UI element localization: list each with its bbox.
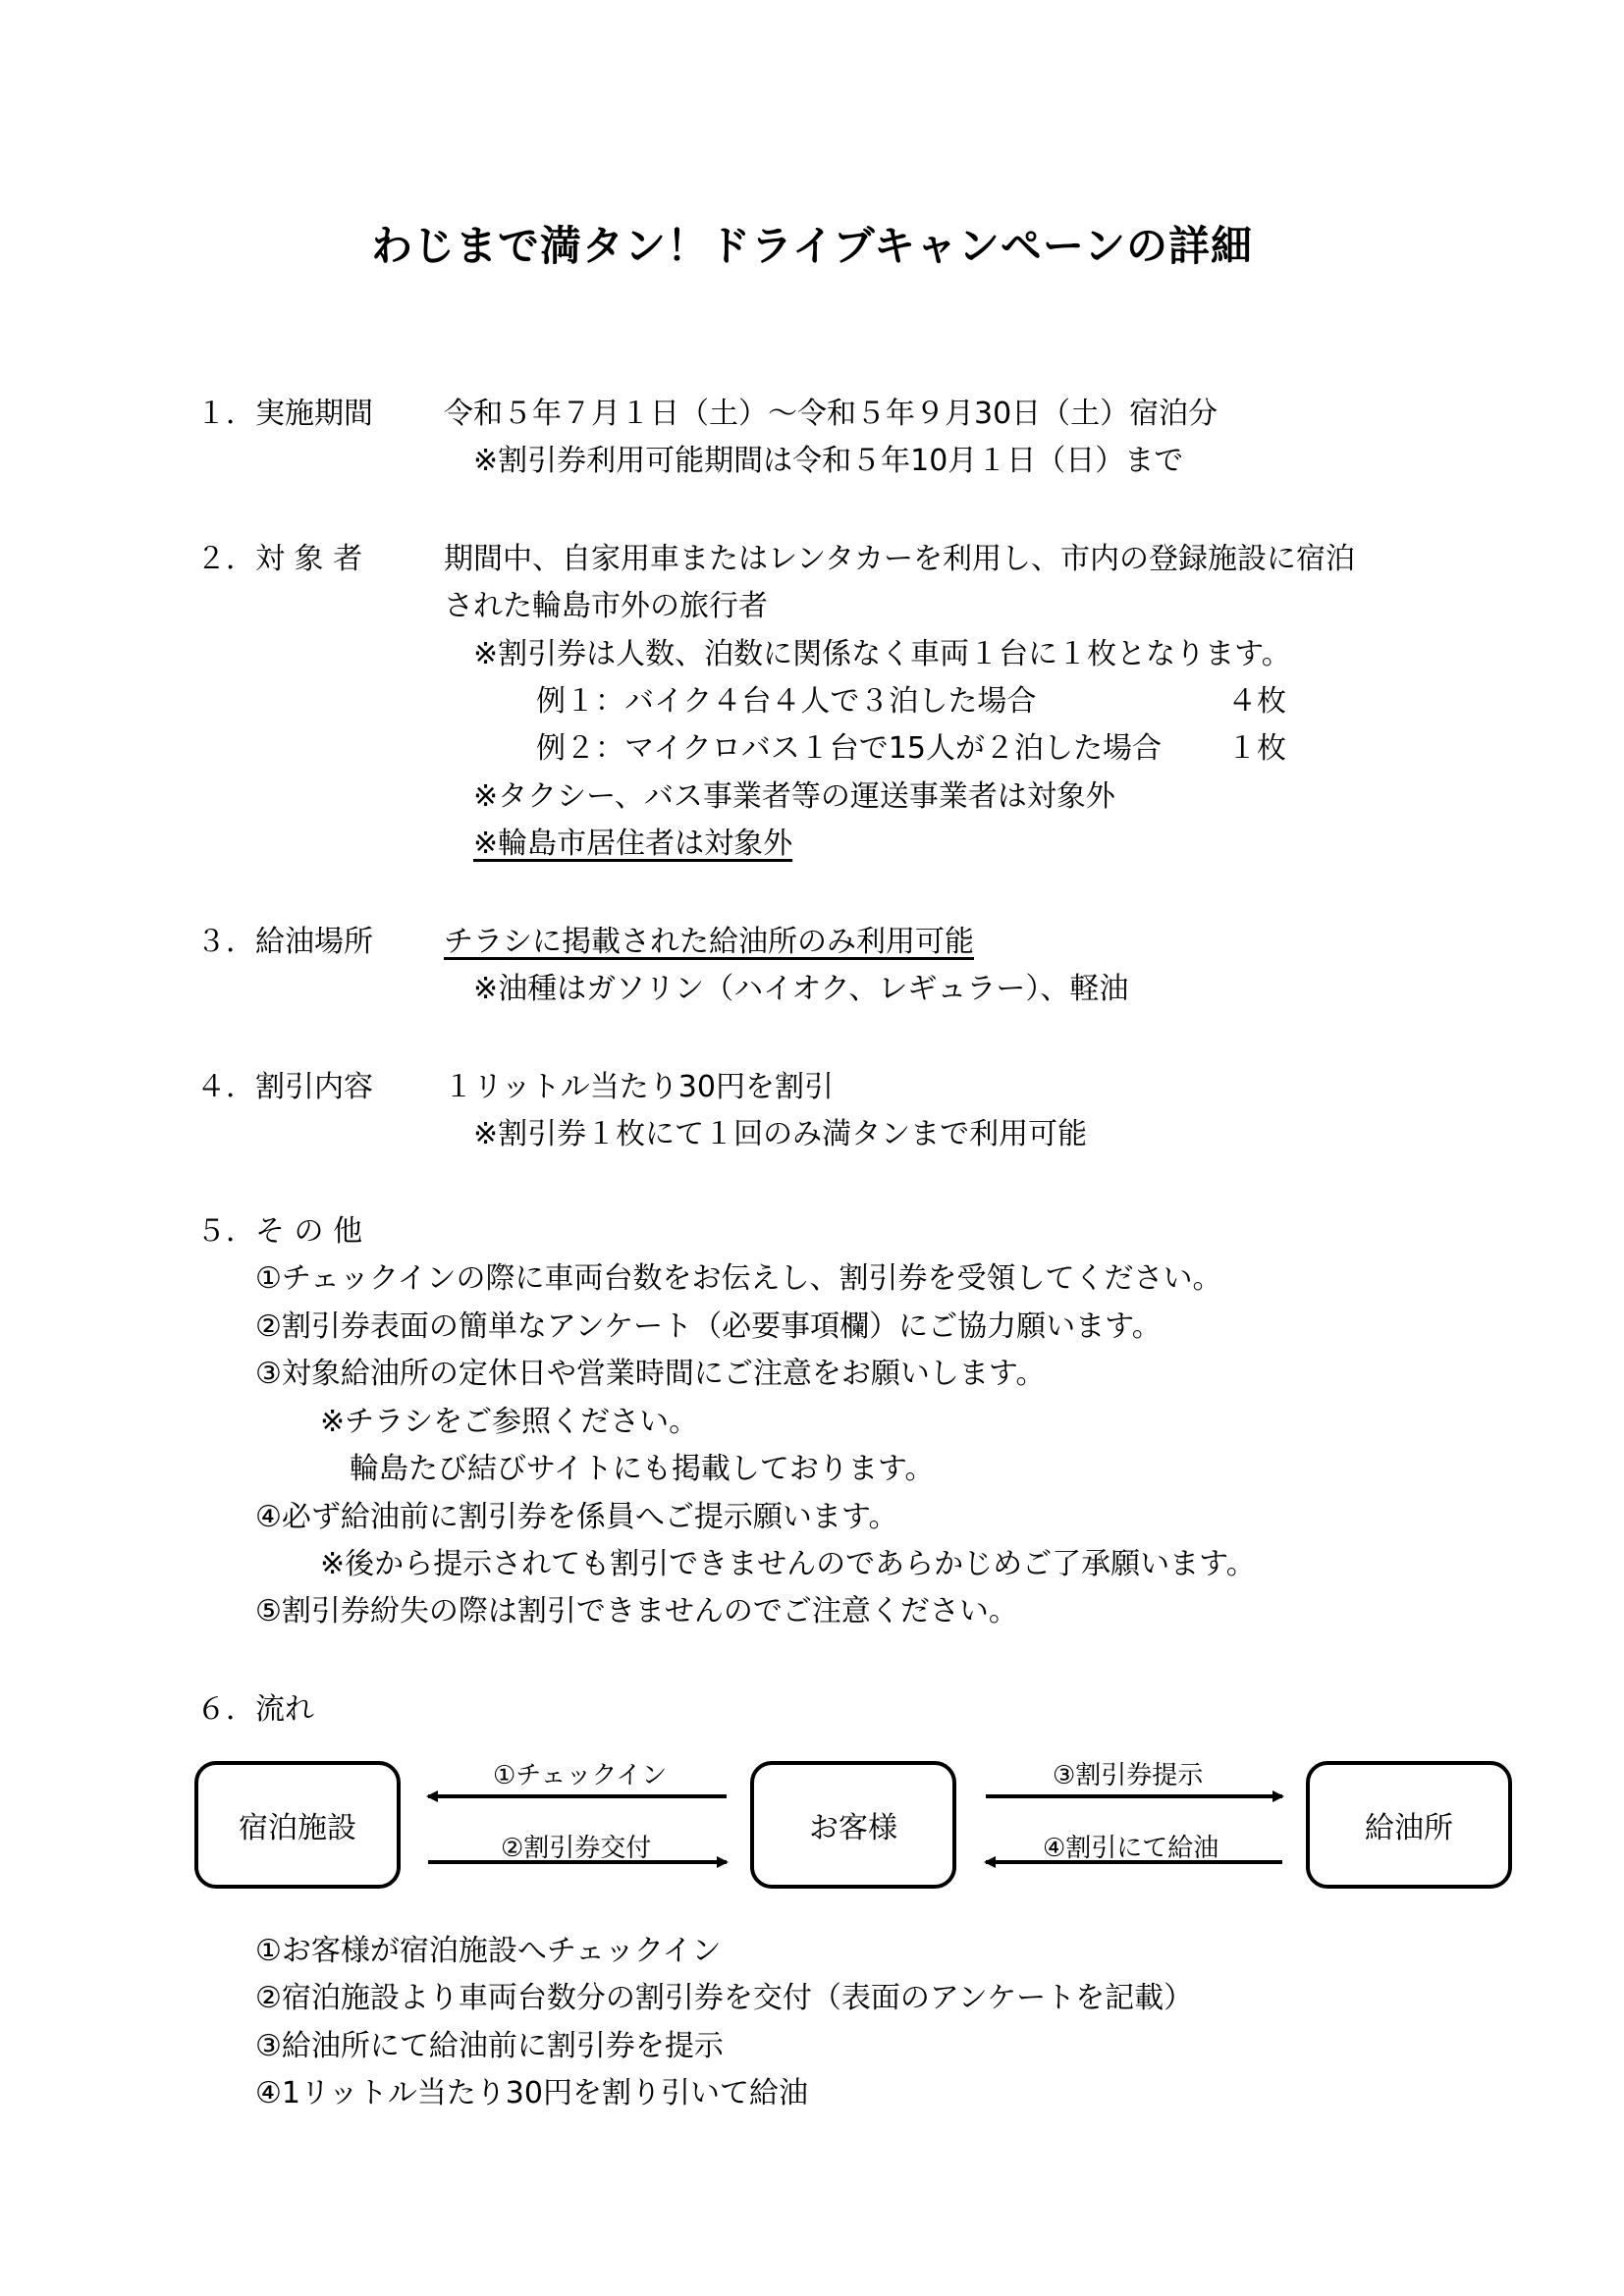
section-2-note-1: ※割引券は人数、泊数に関係なく車両１台に１枚となります。: [473, 637, 1291, 671]
section-4-note: ※割引券１枚にて１回のみ満タンまで利用可能: [473, 1117, 1088, 1151]
flow-step-4: ④1リットル当たり30円を割り引いて給油: [255, 2076, 808, 2110]
section-3-text: チラシに掲載された給油所のみ利用可能: [444, 925, 974, 959]
section-5-item-4-note: ※後から提示されても割引できませんのであらかじめご了承願います。: [320, 1547, 1256, 1581]
flow-step-2: ②宿泊施設より車両台数分の割引券を交付（表面のアンケートを記載）: [255, 1981, 1194, 2015]
section-5-item-5: ⑤割引券紛失の際は割引できませんのでご注意ください。: [255, 1594, 1018, 1629]
section-2-text-2: された輪島市外の旅行者: [444, 589, 768, 623]
section-5-item-2: ②割引券表面の簡単なアンケート（必要事項欄）にご協力願います。: [255, 1309, 1162, 1344]
flow-box-gas-station-label: 給油所: [1365, 1811, 1453, 1845]
section-2-example-1-count: ４枚: [1227, 684, 1286, 719]
flow-box-customer-label: お客様: [809, 1811, 897, 1845]
section-1-text: 令和５年７月１日（土）～令和５年９月30日（土）宿泊分: [444, 397, 1218, 431]
flow-step-1: ①お客様が宿泊施設へチェックイン: [255, 1934, 722, 1968]
section-2-note-3: ※輪島市居住者は対象外: [473, 827, 793, 861]
arrow-label-2: ②割引券交付: [501, 1834, 652, 1863]
section-2-label: ２．対 象 者: [196, 542, 363, 576]
section-4-label: ４．割引内容: [196, 1070, 373, 1104]
page-title: わじまで満タン！ドライブキャンペーンの詳細: [371, 222, 1253, 270]
section-2-example-1: 例１：バイク４台４人で３泊した場合: [536, 684, 1037, 719]
section-2-example-2: 例２：マイクロバス１台で15人が２泊した場合: [536, 731, 1162, 766]
flow-step-3: ③給油所にて給油前に割引券を提示: [255, 2029, 724, 2063]
section-2-example-2-count: １枚: [1227, 731, 1286, 766]
section-5-item-3-note-1: ※チラシをご参照ください。: [320, 1405, 699, 1439]
arrow-label-3: ③割引券提示: [1053, 1761, 1204, 1790]
section-5-label: ５．そ の 他: [196, 1214, 363, 1249]
section-5-item-1: ①チェックインの際に車両台数をお伝えし、割引券を受領してください。: [255, 1261, 1222, 1296]
section-3-label: ３．給油場所: [196, 925, 373, 959]
section-2-text-1: 期間中、自家用車またはレンタカーを利用し、市内の登録施設に宿泊: [444, 542, 1356, 576]
section-1-label: １．実施期間: [196, 397, 373, 431]
section-6-label: ６．流れ: [196, 1692, 314, 1727]
section-4-text: １リットル当たり30円を割引: [444, 1070, 834, 1104]
section-5-item-4: ④必ず給油前に割引券を係員へご提示願います。: [255, 1500, 898, 1534]
section-5-item-3-note-2: 輪島たび結びサイトにも掲載しております。: [350, 1452, 935, 1486]
section-5-item-3: ③対象給油所の定休日や営業時間にご注意をお願いします。: [255, 1357, 1046, 1391]
section-2-note-2: ※タクシー、バス事業者等の運送事業者は対象外: [473, 779, 1115, 814]
arrow-label-1: ①チェックイン: [493, 1761, 668, 1790]
section-3-note: ※油種はガソリン（ハイオク、レギュラー）、軽油: [473, 972, 1129, 1006]
section-1-note: ※割引券利用可能期間は令和５年10月１日（日）まで: [473, 444, 1184, 478]
flow-box-lodging-label: 宿泊施設: [239, 1811, 356, 1845]
arrow-label-4: ④割引にて給油: [1043, 1834, 1219, 1863]
